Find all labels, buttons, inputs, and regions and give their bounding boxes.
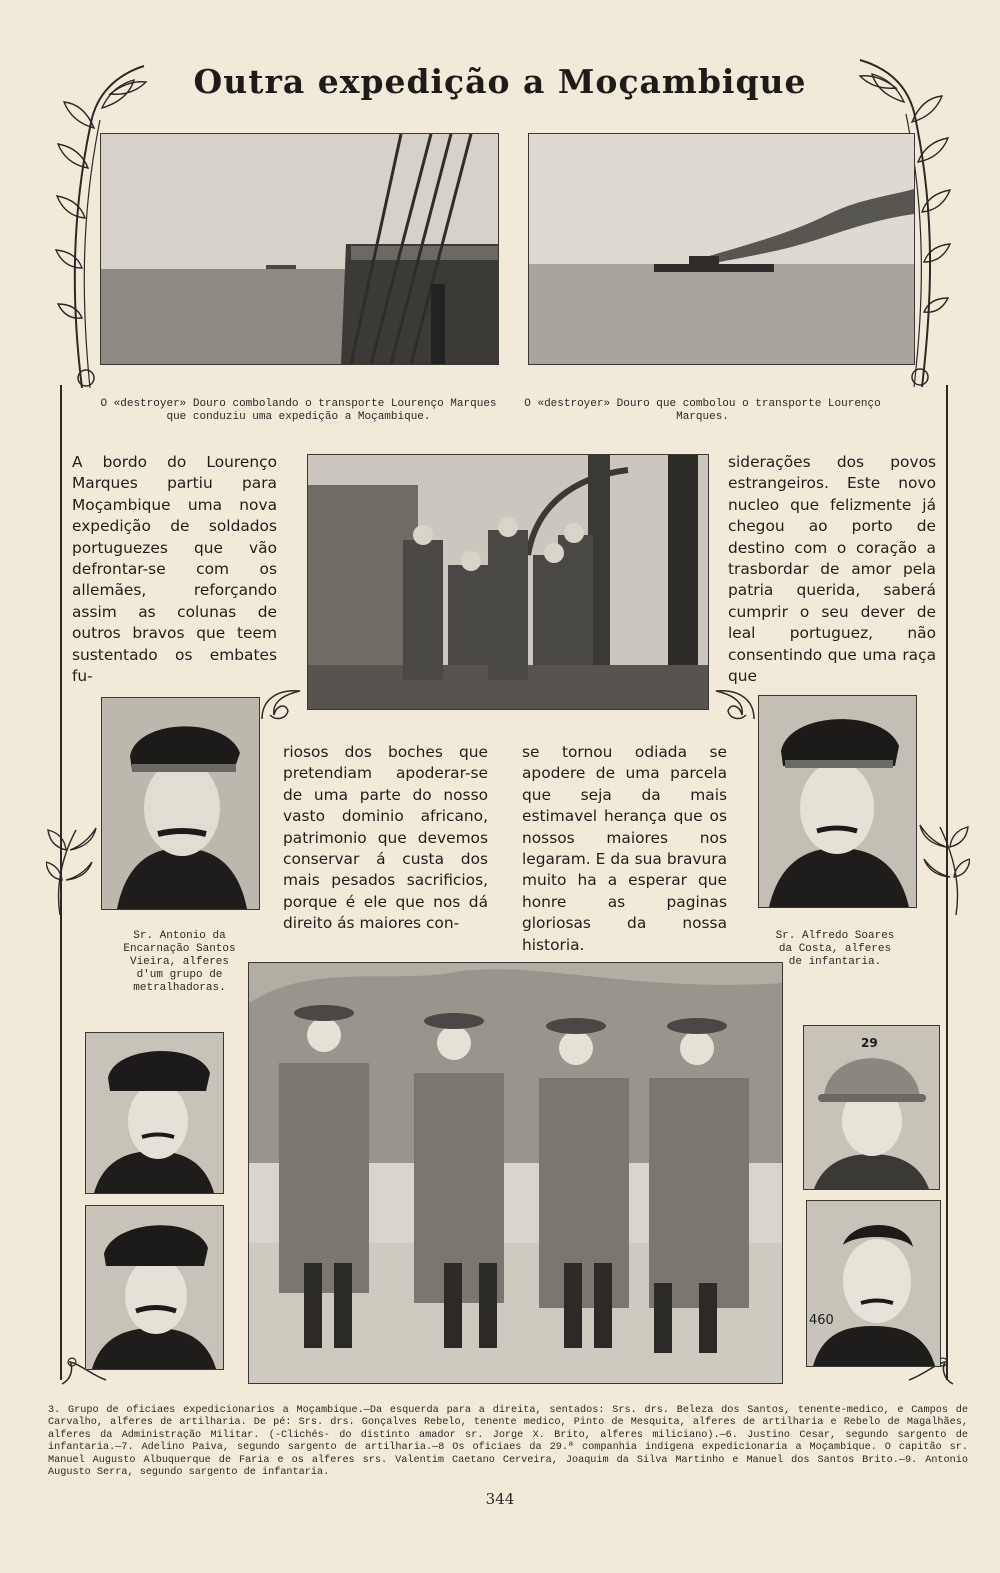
laurel-mid-left-icon bbox=[46, 820, 106, 920]
portrait-number-badge: 460 bbox=[809, 1313, 834, 1328]
portrait-small-right-bottom bbox=[806, 1200, 941, 1367]
flourish-right-icon bbox=[712, 685, 758, 725]
portrait-small-right-top bbox=[803, 1025, 940, 1190]
article-column-left bbox=[72, 452, 277, 687]
caption-portrait-antonio-vieira: Sr. Antonio da Encarnação Santos Vieira, alferes d'um grupo de metralhadoras. bbox=[123, 930, 236, 994]
caption-photo-destroyer-escort: O «destroyer» Douro combolando o transporte Lourenço Marques que conduziu uma expedição a Moçambique. bbox=[100, 398, 497, 423]
photo-officers-on-deck bbox=[307, 454, 709, 710]
portrait-antonio-vieira bbox=[101, 697, 260, 910]
portrait-small-left-bottom bbox=[85, 1205, 224, 1370]
page-number: 344 bbox=[485, 1490, 515, 1508]
photo-destroyer-escort bbox=[100, 133, 499, 365]
article-paragraph: A bordo do Lourenço Marques partiu para Moçambique uma nova expedição de soldados portuguezes que vão defrontar-se com os allemães, reforçando assim as colunas de outros bravos que teem sustentado os embates fu- bbox=[72, 453, 277, 686]
laurel-mid-right-icon bbox=[910, 815, 970, 920]
article-column-middle-2 bbox=[522, 742, 727, 956]
page-title: Outra expedição a Moçambique bbox=[193, 62, 807, 101]
caption-portrait-alfredo-costa: Sr. Alfredo Soares da Costa, alferes de infantaria. bbox=[775, 930, 895, 968]
flourish-left-icon bbox=[258, 685, 304, 725]
portrait-small-left-top bbox=[85, 1032, 224, 1194]
helmet-number-badge: 29 bbox=[861, 1036, 878, 1050]
footnote-captions: 3. Grupo de oficiaes expedicionarios a Moçambique.—Da esquerda para a direita, sentados: Srs. drs. Beleza dos Santos, tenente-medico, e Campos de Carvalho, alferes de artilharia. De pé: Srs. drs. Gonçalves Rebelo, tenente medico, Pinto de Mesquita, alferes de artilharia e Rebelo de Magalhães, alferes da Administração Militar. (-Clichés- do distinto amador sr. Jorge X. Brito, alferes miliciano).—6. Justino Cesar, segundo sargento de infantaria.—7. Adelino Paiva, segundo sargento de artilharia.—8 Os oficiaes da 29.ª companhia indigena expedicionaria a Moçambique. O capitão sr. Manuel Augusto Albuquerque de Faria e os alferes srs. Valentim Caetano Cerveira, Joaquim da Silva Martinho e Manuel dos Santos Brito.—9. Antonio Augusto Serra, segundo sargento de infantaria. bbox=[48, 1405, 968, 1479]
portrait-alfredo-costa bbox=[758, 695, 917, 908]
photo-destroyer-smoke bbox=[528, 133, 915, 365]
article-column-middle bbox=[283, 742, 488, 935]
article-paragraph: riosos dos boches que pretendiam apoderar-se de uma parte do nosso vasto dominio africano, patrimonio que devemos conservar á custa dos mais pesados sacrificios, porque é ele que nos dá direito ás maiores con- bbox=[283, 743, 488, 933]
article-paragraph: siderações dos povos estrangeiros. Este novo nucleo que felizmente já chegou ao porto de destino com o coração a trasbordar de amor pela patria querida, saberá cumprir o seu dever de leal portuguez, não consentindo que uma raça que bbox=[728, 453, 936, 686]
photo-group-officers bbox=[248, 962, 783, 1384]
article-column-right bbox=[728, 452, 936, 687]
article-paragraph: se tornou odiada se apodere de uma parcela que seja da mais estimavel herança que os nossos maiores nos legaram. E da sua bravura muito ha a esperar que honre as paginas gloriosas da nossa historia. bbox=[522, 743, 727, 954]
caption-photo-destroyer-smoke: O «destroyer» Douro que combolou o transporte Lourenço Marques. bbox=[524, 398, 881, 423]
